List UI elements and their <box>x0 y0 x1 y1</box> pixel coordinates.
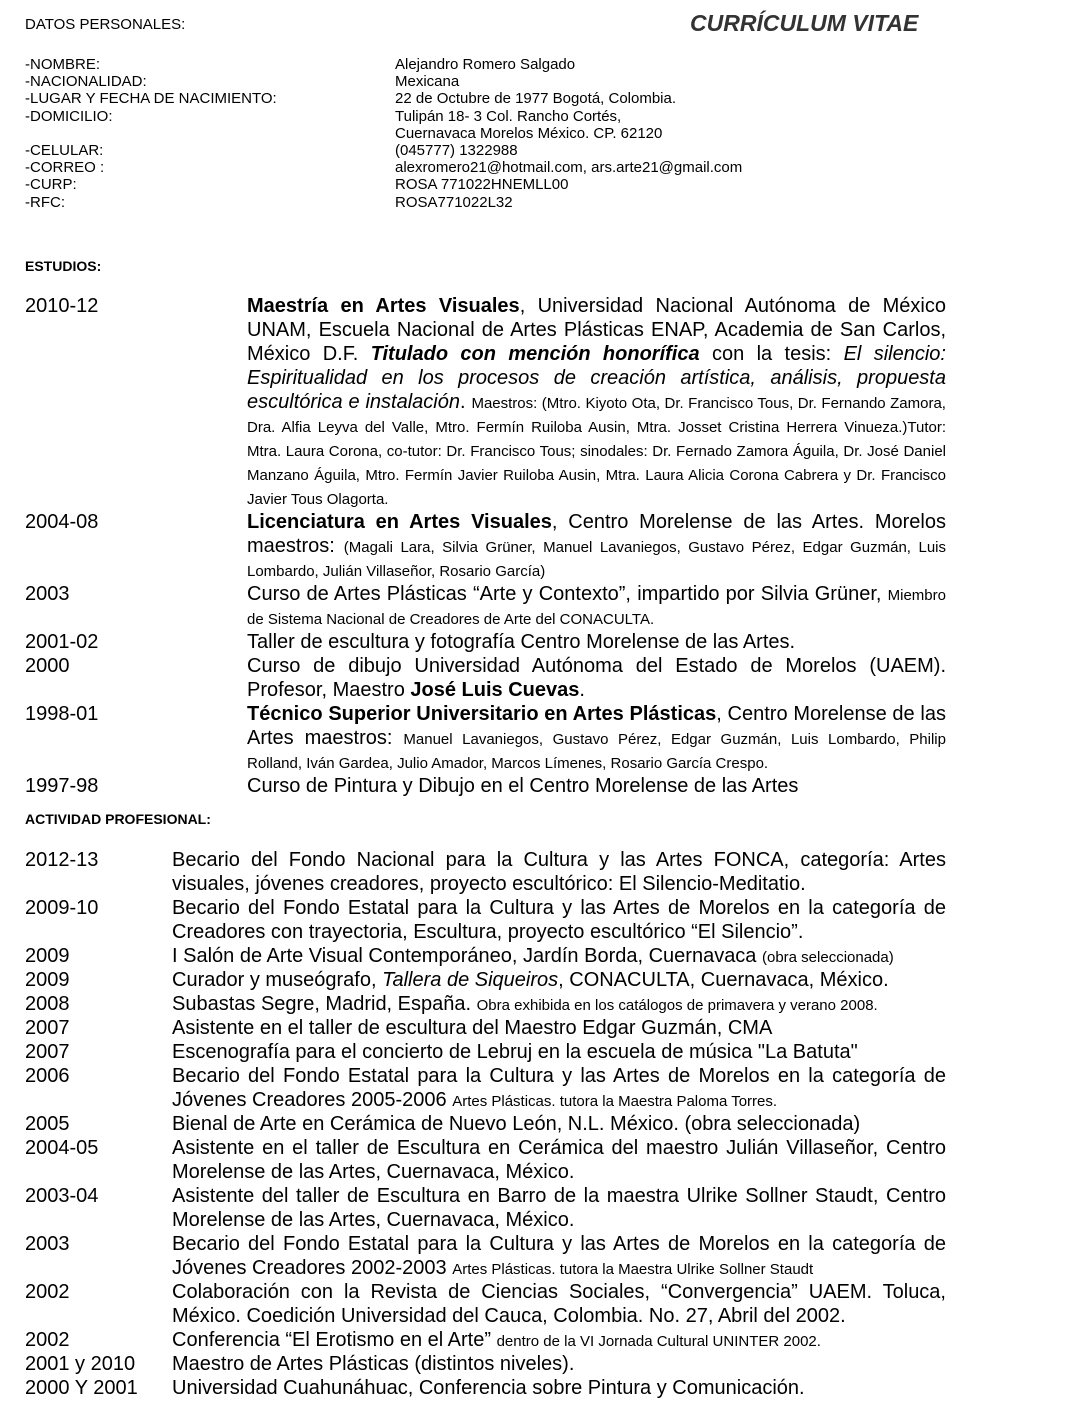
personal-label: -DOMICILIO: <box>25 107 113 125</box>
entry-text <box>247 654 946 702</box>
activity-entry <box>25 1040 946 1064</box>
activity-entry <box>25 1112 946 1136</box>
entry-date: 2000 Y 2001 <box>25 1377 138 1399</box>
entry-text-run: Becario del Fondo Nacional para la Cultura y las Artes FONCA, categoría: Artes visuales, jóvenes creadores, proyecto escultórico: El Silencio-Meditatio. <box>172 849 946 895</box>
activity-entry <box>25 1232 946 1280</box>
entry-text <box>172 1136 946 1184</box>
entry-text-run: Universidad Cuahunáhuac, Conferencia sobre Pintura y Comunicación. <box>172 1377 805 1399</box>
activity-entry <box>25 1376 946 1400</box>
entry-text-run: Curador y museógrafo, <box>172 969 383 991</box>
entry-text <box>247 774 946 798</box>
personal-value <box>395 194 513 211</box>
entry-text-run: Becario del Fondo Estatal para la Cultura y las Artes de Morelos en la categoría de Jóvenes Creadores 2005-2006 <box>172 1065 946 1111</box>
entry-text <box>172 968 946 992</box>
personal-value-line: ROSA771022L32 <box>395 193 513 211</box>
activity-entry <box>25 1064 946 1112</box>
personal-data-list <box>25 56 742 211</box>
entry-text-run: José Luis Cuevas <box>410 679 580 701</box>
personal-value <box>395 108 662 142</box>
entry-text-run: Artes Plásticas. tutora la Maestra Ulrike Sollner Staudt <box>452 1261 814 1278</box>
entry-text-run: Tallera de Siqueiros <box>382 969 559 991</box>
entry-date: 2007 <box>25 1041 70 1063</box>
entry-text-run: , Universidad Nacional Autónoma de México UNAM, Escuela Nacional de Artes Plásticas ENAP, Academia de San Carlos, México D.F. <box>247 295 946 365</box>
entry-text-run: El silencio: Espiritualidad en los procesos de creación artística, análisis, propuesta escultórica e instalación <box>247 343 946 413</box>
entry-date: 2001-02 <box>25 631 99 653</box>
entry-text-run: Obra exhibida en los catálogos de primavera y verano 2008. <box>476 997 878 1014</box>
studies-entry <box>25 654 946 702</box>
entry-text <box>172 1064 946 1112</box>
entry-text-run: Maestría en Artes Visuales <box>247 295 520 317</box>
personal-row <box>25 108 742 142</box>
studies-list <box>25 294 946 798</box>
personal-label: -CURP: <box>25 176 77 194</box>
entry-text <box>172 1376 946 1400</box>
entry-text-run: Curso de Artes Plásticas “Arte y Contexto”, impartido por Silvia Grüner, <box>247 583 888 605</box>
entry-text <box>247 294 946 510</box>
activity-entry <box>25 1136 946 1184</box>
entry-date: 2005 <box>25 1113 70 1135</box>
entry-text <box>247 582 946 630</box>
entry-text-run: (obra seleccionada) <box>762 949 894 966</box>
activity-entry <box>25 968 946 992</box>
entry-text <box>247 630 946 654</box>
personal-row <box>25 159 742 176</box>
entry-text <box>172 1352 946 1376</box>
personal-value-line: Cuernavaca Morelos México. CP. 62120 <box>395 124 663 142</box>
activity-entry <box>25 1328 946 1352</box>
entry-text-run: Colaboración con la Revista de Ciencias Sociales, “Convergencia” UAEM. Toluca, México. Coedición Universidad del Cauca, Colombia. No. 27, Abril del 2002. <box>172 1281 946 1327</box>
entry-date: 2001 y 2010 <box>25 1353 136 1375</box>
personal-value-line: 22 de Octubre de 1977 Bogotá, Colombia. <box>395 90 677 108</box>
entry-date: 2009 <box>25 945 70 967</box>
entry-text-run: Curso de Pintura y Dibujo en el Centro Morelense de las Artes <box>247 775 799 797</box>
entry-text <box>247 702 946 774</box>
activity-entry <box>25 1184 946 1232</box>
activity-heading: ACTIVIDAD PROFESIONAL: <box>25 811 211 827</box>
entry-text <box>172 1328 946 1352</box>
personal-row <box>25 142 742 159</box>
studies-heading: ESTUDIOS: <box>25 258 102 274</box>
entry-text <box>172 944 946 968</box>
personal-label: -NOMBRE: <box>25 56 100 73</box>
entry-text-run: , Centro Morelense de las Artes. Morelos maestros: <box>247 511 946 557</box>
entry-date: 1998-01 <box>25 703 99 725</box>
entry-text-run: (Magali Lara, Silvia Grüner, Manuel Lavaniegos, Gustavo Pérez, Edgar Guzmán, Luis Lombardo, Julián Villaseñor, Rosario García) <box>247 539 947 580</box>
activity-entry <box>25 992 946 1016</box>
entry-text-run: Bienal de Arte en Cerámica de Nuevo León, N.L. México. (obra seleccionada) <box>172 1113 861 1135</box>
activity-list <box>25 848 946 1400</box>
entry-text <box>172 1232 946 1280</box>
entry-date: 2004-05 <box>25 1137 99 1159</box>
entry-text <box>172 848 946 896</box>
entry-text-run: Asistente en el taller de escultura del Maestro Edgar Guzmán, CMA <box>172 1017 773 1039</box>
activity-entry <box>25 1016 946 1040</box>
entry-text-run: Miembro de Sistema Nacional de Creadores de Arte del CONACULTA. <box>247 587 946 628</box>
personal-value <box>395 90 676 107</box>
studies-entry <box>25 630 946 654</box>
personal-row <box>25 194 742 211</box>
personal-row <box>25 73 742 90</box>
personal-value <box>395 73 459 90</box>
studies-entry <box>25 510 946 582</box>
entry-date: 2007 <box>25 1017 70 1039</box>
entry-date: 2006 <box>25 1065 70 1087</box>
entry-text-run: Técnico Superior Universitario en Artes Plásticas <box>247 703 717 725</box>
personal-value-line: ROSA 771022HNEMLL00 <box>395 176 569 194</box>
activity-entry <box>25 896 946 944</box>
activity-entry <box>25 1280 946 1328</box>
personal-label: -RFC: <box>25 193 65 211</box>
personal-value-line: (045777) 1322988 <box>395 142 518 160</box>
entry-date: 2010-12 <box>25 295 99 317</box>
document-title: CURRÍCULUM VITAE <box>690 10 919 36</box>
personal-row <box>25 90 742 107</box>
entry-text-run: Becario del Fondo Estatal para la Cultura y las Artes de Morelos en la categoría de Creadores con trayectoria, Escultura, proyecto escultórico “El Silencio”. <box>172 897 946 943</box>
studies-entry <box>25 582 946 630</box>
personal-label: -CELULAR: <box>25 142 104 160</box>
entry-date: 2000 <box>25 655 70 677</box>
entry-text-run: Titulado con mención honorífica <box>370 343 700 365</box>
activity-entry <box>25 848 946 896</box>
entry-date: 2003 <box>25 583 70 605</box>
personal-value-line: Alejandro Romero Salgado <box>395 56 576 73</box>
personal-value <box>395 176 568 193</box>
entry-text-run: Subastas Segre, Madrid, España. <box>172 993 477 1015</box>
personal-value-line: Tulipán 18- 3 Col. Rancho Cortés, <box>395 107 622 125</box>
personal-row <box>25 176 742 193</box>
entry-date: 2003-04 <box>25 1185 99 1207</box>
entry-date: 2002 <box>25 1281 70 1303</box>
entry-date: 1997-98 <box>25 775 99 797</box>
personal-row <box>25 56 742 73</box>
entry-date: 2009 <box>25 969 70 991</box>
studies-entry <box>25 702 946 774</box>
entry-text-run: con la tesis: <box>699 343 844 365</box>
entry-text-run: . <box>460 391 472 413</box>
activity-entry <box>25 944 946 968</box>
entry-date: 2009-10 <box>25 897 99 919</box>
entry-text <box>247 510 946 582</box>
entry-text-run: Licenciatura en Artes Visuales <box>247 511 552 533</box>
entry-text-run: Escenografía para el concierto de Lebruj en la escuela de música "La Batuta" <box>172 1041 858 1063</box>
entry-text-run: . <box>579 679 585 701</box>
entry-text <box>172 1184 946 1232</box>
entry-text-run: Becario del Fondo Estatal para la Cultura y las Artes de Morelos en la categoría de Jóvenes Creadores 2002-2003 <box>172 1233 946 1279</box>
personal-label: -CORREO : <box>25 159 105 177</box>
entry-date: 2012-13 <box>25 849 99 871</box>
entry-text-run: Taller de escultura y fotografía Centro Morelense de las Artes. <box>247 631 796 653</box>
entry-text-run: , CONACULTA, Cuernavaca, México. <box>558 969 889 991</box>
studies-entry <box>25 774 946 798</box>
entry-text-run: Artes Plásticas. tutora la Maestra Paloma Torres. <box>452 1093 778 1110</box>
entry-date: 2008 <box>25 993 70 1015</box>
entry-text <box>172 1280 946 1328</box>
entry-text-run: Curso de dibujo Universidad Autónoma del Estado de Morelos (UAEM). Profesor, Maestro <box>247 655 946 701</box>
personal-value <box>395 56 575 73</box>
entry-text <box>172 1112 946 1136</box>
entry-text-run: Asistente del taller de Escultura en Barro de la maestra Ulrike Sollner Staudt, Centro Morelense de las Artes, Cuernavaca, México. <box>172 1185 946 1231</box>
entry-text <box>172 992 946 1016</box>
personal-value-line: Mexicana <box>395 73 460 91</box>
entry-text-run: Asistente en el taller de Escultura en Cerámica del maestro Julián Villaseñor, Centro Morelense de las Artes, Cuernavaca, México. <box>172 1137 946 1183</box>
personal-value-line: alexromero21@hotmail.com, ars.arte21@gmail.com <box>395 159 743 177</box>
entry-text-run: Manuel Lavaniegos, Gustavo Pérez, Edgar Guzmán, Luis Lombardo, Philip Rolland, Iván Gardea, Julio Amador, Marcos Límenes, Rosario García Crespo. <box>247 731 946 772</box>
entry-text <box>172 896 946 944</box>
entry-text-run: , Centro Morelense de las Artes maestros: <box>247 703 946 749</box>
entry-date: 2004-08 <box>25 511 99 533</box>
personal-data-heading: DATOS PERSONALES: <box>25 16 186 33</box>
personal-label: -LUGAR Y FECHA DE NACIMIENTO: <box>25 90 277 108</box>
entry-text-run: dentro de la VI Jornada Cultural UNINTER 2002. <box>496 1333 821 1350</box>
personal-value <box>395 159 742 176</box>
activity-entry <box>25 1352 946 1376</box>
personal-value <box>395 142 518 159</box>
studies-entry <box>25 294 946 510</box>
entry-text-run: Maestros: (Mtro. Kiyoto Ota, Dr. Francisco Tous, Dr. Fernando Zamora, Dra. Alfia Leyva del Valle, Mtro. Fermín Ruiloba Ausin, Mtra. Josset Cristina Herrera Vinueza.)Tutor: Mtra. Laura Corona, co-tutor: Dr. Francisco Tous; sinodales: Dr. Fernado Zamora Águila, Dr. José Daniel Manzano Águila, Mtro. Fermín Javier Ruiloba Ausin, Mtra. Laura Alicia Corona Cabrera y Dr. Francisco Javier Tous Olagorta. <box>247 395 946 508</box>
entry-date: 2002 <box>25 1329 70 1351</box>
entry-text <box>172 1016 946 1040</box>
entry-text-run: Conferencia “El Erotismo en el Arte” <box>172 1329 497 1351</box>
entry-text-run: I Salón de Arte Visual Contemporáneo, Jardín Borda, Cuernavaca <box>172 945 762 967</box>
entry-date: 2003 <box>25 1233 70 1255</box>
personal-label: -NACIONALIDAD: <box>25 73 147 91</box>
entry-text <box>172 1040 946 1064</box>
entry-text-run: Maestro de Artes Plásticas (distintos niveles). <box>172 1353 575 1375</box>
